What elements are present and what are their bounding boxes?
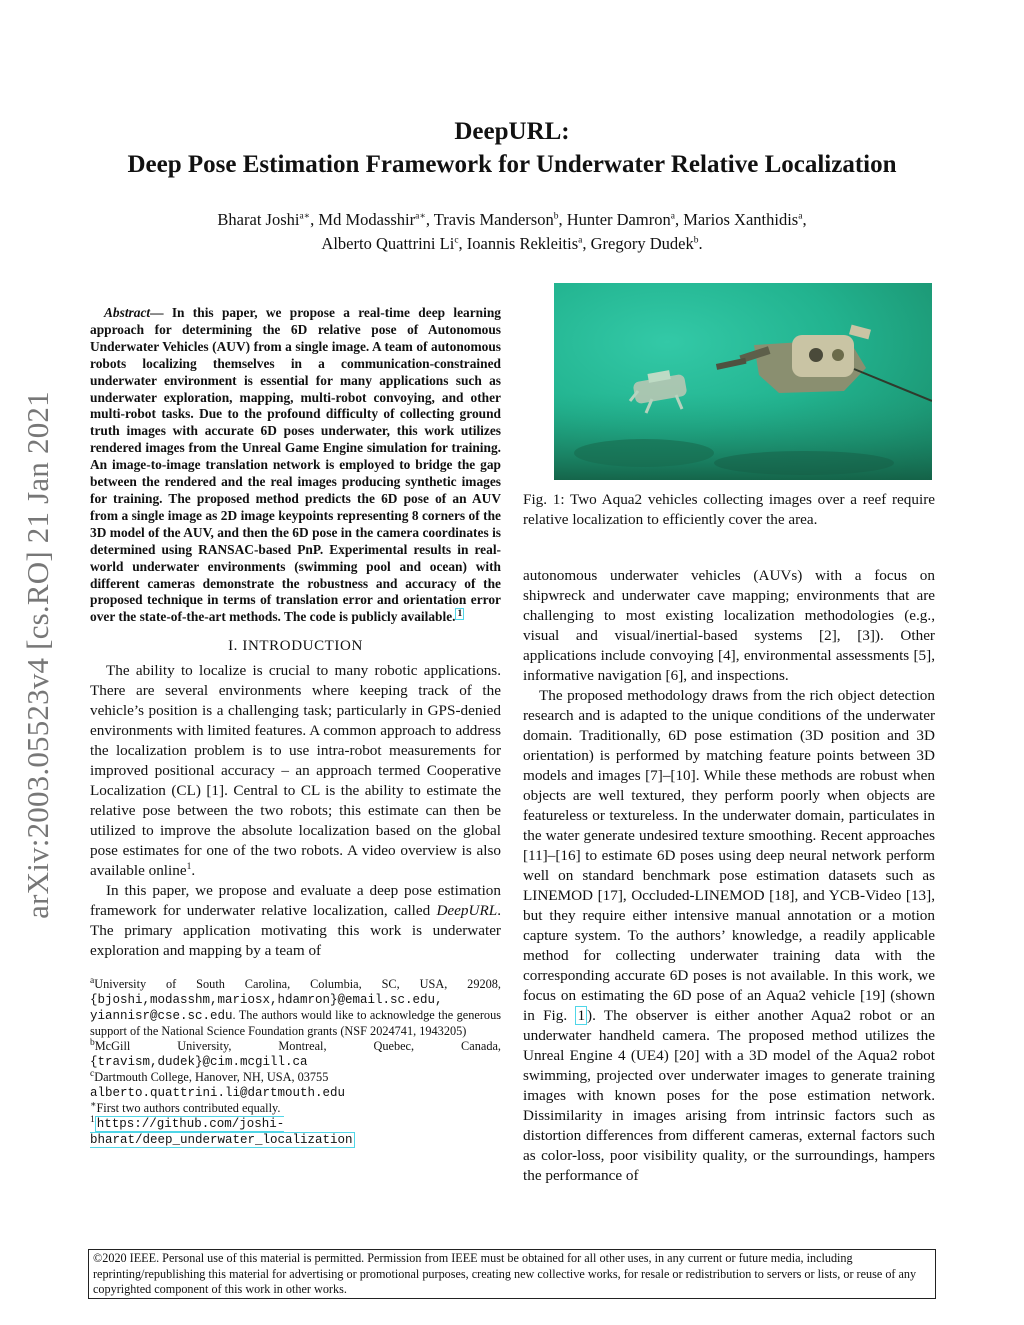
email-list: alberto.quattrini.li@dartmouth.edu bbox=[90, 1086, 346, 1101]
title-line-2: Deep Pose Estimation Framework for Underwater Relative Localization bbox=[127, 151, 897, 178]
copyright-notice: ©2020 IEEE. Personal use of this material is permitted. Permission from IEEE must be obtained for all other uses, in any current or future media, including reprinting/republishing this material for advertising or promotional purposes, creating new collective works, for resale or redistribution to servers or lists, or reuse of any copyrighted component of this work in other works. bbox=[88, 1249, 936, 1299]
near-robot bbox=[716, 325, 932, 401]
author-name: , Md Modasshir bbox=[310, 210, 416, 229]
author-affil: b bbox=[553, 211, 559, 222]
right-paragraph-1: autonomous underwater vehicles (AUVs) with a focus on shipwreck and underwater cave mapping; environments that are challenging to most existing localization methodologies (e.g., visual and visual/inertial-based systems [2], [3]). Other applications include convoying [4], environmental assessments [5], informative navigation [6], and inspections. bbox=[523, 567, 935, 684]
author-affil: a bbox=[798, 211, 803, 222]
abstract-dash: — bbox=[150, 305, 172, 320]
body-text: ). The observer is either another Aqua2 robot or an underwater handheld camera. The proposed method utilizes the Unreal Engine 4 (UE4) [20] with a 3D model of the Aqua2 robot swimming, projected over underwater images to generate training images with known poses for the pose estimation network. Dissimilarity in images arising from intrinsic factors such as distortion differences from different cameras, external factors such as color-loss, poor visibility quality, or the surroundings, hampers the performance of bbox=[523, 1007, 935, 1184]
author-name: Bharat Joshi bbox=[217, 210, 300, 229]
right-paragraph-2 bbox=[523, 686, 935, 1186]
author-sep: . bbox=[698, 234, 703, 253]
paper-title bbox=[80, 115, 944, 181]
figure-caption bbox=[523, 490, 935, 530]
footnote-mark: ∗ bbox=[90, 1100, 97, 1111]
author-list bbox=[110, 208, 914, 256]
author-affil: a∗ bbox=[415, 211, 426, 222]
method-name: DeepURL bbox=[436, 902, 498, 920]
intro-text: The ability to localize is crucial to many robotic applications. There are several environments where keeping track of the vehicle’s position is a challenging task; particularly in GPS-denied environments with limited features. A common approach to address the localization problem is to use intra-robot measurements for improved positional accuracy – an approach termed Cooperative Localization (CL) [1]. Central to CL is the ability to estimate the relative pose between the two robots; this estimate can then be utilized to improve the absolute localization based on the global pose estimates for one of the two robots. A video overview is also available online bbox=[90, 662, 501, 880]
author-line-2 bbox=[110, 232, 914, 256]
footnote-mark: c bbox=[90, 1069, 95, 1080]
author-affil: a bbox=[670, 211, 675, 222]
abstract bbox=[90, 305, 501, 626]
email-list: {bjoshi,modasshm,mariosx,hdamron}@email.sc.edu, yiannisr@cse.sc.edu bbox=[90, 993, 443, 1024]
author-affil: c bbox=[454, 235, 459, 246]
affiliation-text: Dartmouth College, Hanover, NH, USA, 03755 bbox=[94, 1070, 329, 1085]
footnote-ref: 1 bbox=[186, 862, 192, 873]
intro-paragraph-1 bbox=[90, 661, 501, 881]
code-url-link[interactable]: https://github.com/joshi-bharat/deep_underwater_localization bbox=[90, 1117, 353, 1148]
title-line-1: DeepURL: bbox=[454, 118, 570, 145]
abstract-text: In this paper, we propose a real-time deep learning approach for determining the 6D relative pose of Autonomous Underwater Vehicles (AUV) from a single image. A team of autonomous robots localizing themselves in a communication-constrained underwater environment is essential for many applications such as underwater exploration, mapping, multi-robot convoying, and other multi-robot tasks. Due to the profound difficulty of collecting ground truth images with accurate 6D poses underwater, this work utilizes rendered images from the Unreal Game Engine simulation for training. An image-to-image translation network is employed to bridge the gap between the rendered and the real images producing synthetic images for training. The proposed method predicts the 6D pose of an AUV from a single image as 2D image keypoints representing 8 corners of the 3D model of the AUV, and then the 6D pose in the camera coordinates is determined using RANSAC-based PnP. Experimental results in real-world underwater environments (swimming pool and ocean) with different cameras demonstrate the robustness and accuracy of the proposed technique in terms of translation error and orientation error over the state-of-the-art methods. The code is publicly available. bbox=[90, 305, 501, 625]
footnote-text: First two authors contributed equally. bbox=[96, 1101, 281, 1116]
footnotes bbox=[90, 977, 501, 1148]
right-column bbox=[523, 283, 935, 1186]
body-text: The proposed methodology draws from the rich object detection research and is adapted to the unique conditions of the underwater domain. Traditionally, 6D pose estimation (3D position and 3D orientation) is performed by matching feature points between 3D models and images [7]–[10]. While these methods are robust when objects are well textured, they perform poorly when objects are featureless or textureless. In the underwater domain, particulates in the water generate undesired texture smoothing. Recent approaches [11]–[16] to estimate 6D poses using deep neural network perform well on standard benchmark pose estimation datasets such as LINEMOD [17], Occluded-LINEMOD [18], and YCB-Video [13], but they require either intensive manual annotation or a motion capture system. To the authors’ knowledge, a readily applicable method for collecting underwater training data with the corresponding accurate 6D poses is not available. In this work, we focus on estimating the 6D pose of an Aqua2 vehicle [19] (shown in Fig. bbox=[523, 687, 935, 1024]
arxiv-stamp bbox=[8, 360, 68, 950]
author-sep: , bbox=[802, 210, 807, 229]
author-name: Alberto Quattrini Li bbox=[321, 234, 455, 253]
footnote-a bbox=[90, 977, 501, 1039]
author-name: , Travis Manderson bbox=[425, 210, 554, 229]
figure-aqua2-vehicles bbox=[554, 283, 932, 480]
caption-text: Two Aqua2 vehicles collecting images over a reef require relative localization to efficiently cover the area. bbox=[523, 491, 935, 528]
intro-text-end: . The primary application motivating this work is underwater exploration and mapping by a team of bbox=[90, 902, 501, 960]
arxiv-id: arXiv:2003.05523v4 [cs.RO] 21 Jan 2021 bbox=[20, 391, 55, 919]
affiliation-text: McGill University, Montreal, Quebec, Canada, bbox=[94, 1039, 501, 1054]
section-heading: I. INTRODUCTION bbox=[228, 638, 363, 655]
acknowledgement: . The authors would like to acknowledge the generous support of the National Science Foundation grants (NSF 2024741, 1943205) bbox=[90, 1008, 501, 1039]
figure-ref-link[interactable]: 1 bbox=[577, 1007, 586, 1024]
left-column bbox=[90, 305, 501, 1148]
footnote-mark: 1 bbox=[90, 1115, 95, 1126]
caption-label: Fig. 1: bbox=[523, 491, 565, 508]
email-list: {travism,dudek}@cim.mcgill.ca bbox=[90, 1055, 308, 1070]
intro-text-end: . bbox=[191, 862, 196, 880]
abstract-label: Abstract bbox=[104, 305, 151, 320]
author-affil: a∗ bbox=[299, 211, 311, 222]
author-line-1 bbox=[110, 208, 914, 232]
author-name: , Marios Xanthidis bbox=[674, 210, 799, 229]
footnote-star bbox=[90, 1101, 501, 1116]
footnote-c bbox=[90, 1070, 501, 1101]
footnote-mark: b bbox=[90, 1038, 95, 1049]
footnote-mark: a bbox=[90, 976, 95, 987]
footnote-1 bbox=[90, 1116, 501, 1148]
intro-text: In this paper, we propose and evaluate a deep pose estimation framework for underwater relative localization, called bbox=[90, 882, 501, 920]
author-name: , Gregory Dudek bbox=[582, 234, 694, 253]
footnote-b bbox=[90, 1039, 501, 1070]
underwater-photo bbox=[554, 283, 932, 480]
intro-paragraph-2 bbox=[90, 881, 501, 961]
affiliation-text: University of South Carolina, Columbia, SC, USA, 29208, bbox=[94, 977, 501, 992]
author-affil: b bbox=[693, 235, 699, 246]
footnote-link[interactable]: 1 bbox=[457, 608, 463, 619]
author-name: , Ioannis Rekleitis bbox=[458, 234, 579, 253]
author-affil: a bbox=[578, 235, 583, 246]
author-name: , Hunter Damron bbox=[558, 210, 671, 229]
